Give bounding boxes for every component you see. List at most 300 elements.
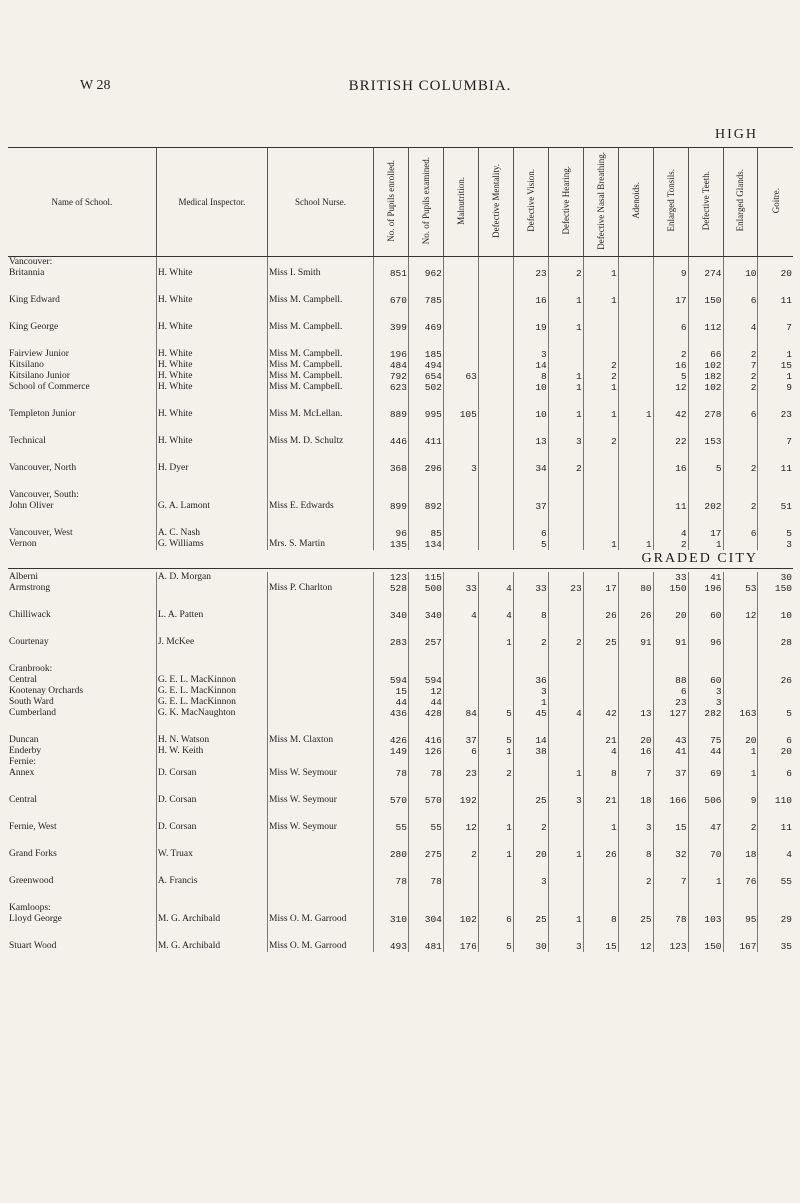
column-header: [373, 148, 408, 257]
table-row: [8, 360, 793, 371]
value-cell: [618, 360, 653, 371]
value-cell: 88: [653, 675, 688, 686]
value-cell: 4: [478, 583, 513, 594]
spacer-cell: [723, 279, 758, 295]
spacer-cell: [373, 833, 408, 849]
spacer-cell: [688, 279, 723, 295]
value-cell: 5: [758, 528, 793, 539]
value-cell: 96: [688, 637, 723, 648]
value-cell: [548, 757, 583, 768]
spacer-cell: [156, 621, 267, 637]
value-cell: [443, 539, 478, 550]
spacer-cell: [758, 594, 793, 610]
school-name: Vancouver, North: [9, 463, 77, 473]
value-cell: [548, 360, 583, 371]
value-cell: 102: [688, 360, 723, 371]
value-cell: 484: [373, 360, 408, 371]
medical-inspector: G. A. Lamont: [156, 501, 267, 512]
spacer-cell: [723, 719, 758, 735]
school-name: Kitsilano: [9, 360, 44, 370]
value-cell: [478, 572, 513, 583]
value-cell: 16: [653, 463, 688, 474]
spacer-cell: [513, 279, 548, 295]
table-row: [8, 746, 793, 757]
spacer-cell: [548, 719, 583, 735]
school-nurse: [268, 257, 374, 268]
spacer-cell: [478, 648, 513, 664]
value-cell: 1: [548, 409, 583, 420]
value-cell: 9: [758, 382, 793, 393]
value-cell: 506: [688, 795, 723, 806]
value-cell: [513, 903, 548, 914]
spacer-cell: [548, 925, 583, 941]
column-header-label: Medical Inspector.: [178, 196, 246, 207]
spacer-cell: [723, 887, 758, 903]
spacer-cell: [373, 474, 408, 490]
spacer-cell: [688, 447, 723, 463]
value-cell: 91: [653, 637, 688, 648]
spacer-cell: [8, 333, 156, 349]
spacer-cell: [688, 594, 723, 610]
spacer-cell: [653, 719, 688, 735]
table-row: [8, 539, 793, 550]
value-cell: 11: [758, 822, 793, 833]
spacer-cell: [156, 860, 267, 876]
spacer-cell: [443, 333, 478, 349]
value-cell: 60: [688, 610, 723, 621]
value-cell: 153: [688, 436, 723, 447]
spacer-cell: [758, 779, 793, 795]
spacer-cell: [156, 719, 267, 735]
value-cell: 176: [443, 941, 478, 952]
value-cell: 2: [723, 501, 758, 512]
value-cell: 6: [723, 295, 758, 306]
value-cell: 8: [513, 610, 548, 621]
value-cell: 167: [723, 941, 758, 952]
value-cell: [618, 501, 653, 512]
value-cell: [478, 349, 513, 360]
value-cell: 310: [373, 914, 408, 925]
column-header: [548, 148, 583, 257]
value-cell: 9: [653, 268, 688, 279]
column-header-label: Defective Teeth.: [700, 170, 711, 231]
spacer-cell: [688, 806, 723, 822]
table-row: [8, 257, 793, 268]
spacer-cell: [758, 648, 793, 664]
school-nurse: [268, 757, 374, 768]
value-cell: [723, 675, 758, 686]
value-cell: [513, 768, 548, 779]
table-row: [8, 436, 793, 447]
spacer-cell: [268, 333, 374, 349]
value-cell: 500: [408, 583, 443, 594]
value-cell: [653, 903, 688, 914]
spacer-cell: [618, 779, 653, 795]
value-cell: 10: [513, 382, 548, 393]
spacer-cell: [478, 420, 513, 436]
spacer-cell: [478, 887, 513, 903]
school-nurse: Miss E. Edwards: [268, 501, 374, 512]
value-cell: [583, 876, 618, 887]
value-cell: 368: [373, 463, 408, 474]
spacer-cell: [513, 860, 548, 876]
value-cell: 1: [723, 768, 758, 779]
value-cell: [373, 664, 408, 675]
value-cell: [478, 528, 513, 539]
spacer-row: [8, 420, 793, 436]
medical-inspector: [156, 583, 267, 594]
school-name: Courtenay: [9, 637, 49, 647]
value-cell: 102: [443, 914, 478, 925]
value-cell: 123: [653, 941, 688, 952]
spacer-cell: [156, 648, 267, 664]
value-cell: 436: [373, 708, 408, 719]
column-header-label: Malnutrition.: [455, 176, 466, 225]
value-cell: 654: [408, 371, 443, 382]
table-row: [8, 768, 793, 779]
school-nurse: [268, 637, 374, 648]
spacer-cell: [513, 594, 548, 610]
value-cell: 25: [513, 914, 548, 925]
spacer-cell: [583, 806, 618, 822]
value-cell: [548, 675, 583, 686]
spacer-cell: [513, 925, 548, 941]
value-cell: 26: [583, 610, 618, 621]
value-cell: 1: [478, 746, 513, 757]
value-cell: [478, 539, 513, 550]
value-cell: [478, 686, 513, 697]
value-cell: 3: [513, 686, 548, 697]
spacer-cell: [653, 279, 688, 295]
school-nurse: Miss P. Charlton: [268, 583, 374, 594]
value-cell: 2: [548, 268, 583, 279]
value-cell: 1: [548, 914, 583, 925]
spacer-cell: [758, 420, 793, 436]
table-row: [8, 708, 793, 719]
spacer-cell: [373, 333, 408, 349]
school-name: Vancouver:: [9, 257, 53, 267]
column-header: [758, 148, 793, 257]
value-cell: 44: [373, 697, 408, 708]
value-cell: 1: [723, 746, 758, 757]
medical-inspector: M. G. Archibald: [156, 914, 267, 925]
spacer-cell: [408, 833, 443, 849]
value-cell: 2: [583, 436, 618, 447]
value-cell: 78: [408, 876, 443, 887]
value-cell: [618, 675, 653, 686]
section-title-graded-city: GRADED CITY: [641, 551, 758, 566]
spacer-cell: [583, 420, 618, 436]
school-nurse: Miss W. Seymour: [268, 795, 374, 806]
value-cell: [408, 257, 443, 268]
school-nurse: Miss M. Campbell.: [268, 382, 374, 393]
spacer-cell: [443, 447, 478, 463]
school-name: South Ward: [9, 697, 54, 707]
spacer-row: [8, 512, 793, 528]
value-cell: [443, 501, 478, 512]
value-cell: [443, 490, 478, 501]
column-header: [478, 148, 513, 257]
value-cell: 2: [723, 822, 758, 833]
value-cell: [513, 490, 548, 501]
school-name: Vernon: [9, 539, 37, 549]
school-nurse: [268, 903, 374, 914]
value-cell: [583, 675, 618, 686]
value-cell: [548, 501, 583, 512]
spacer-cell: [443, 474, 478, 490]
spacer-cell: [548, 474, 583, 490]
value-cell: [478, 795, 513, 806]
medical-inspector: G. E. L. MacKinnon: [156, 675, 267, 686]
spacer-cell: [373, 648, 408, 664]
value-cell: [583, 490, 618, 501]
value-cell: 1: [583, 268, 618, 279]
medical-inspector: H. White: [156, 360, 267, 371]
value-cell: [443, 295, 478, 306]
value-cell: 110: [758, 795, 793, 806]
value-cell: [478, 257, 513, 268]
spacer-cell: [478, 512, 513, 528]
value-cell: [723, 664, 758, 675]
spacer-cell: [758, 393, 793, 409]
school-nurse: [268, 708, 374, 719]
spacer-cell: [408, 474, 443, 490]
value-cell: 18: [723, 849, 758, 860]
spacer-cell: [268, 648, 374, 664]
value-cell: 283: [373, 637, 408, 648]
value-cell: [758, 257, 793, 268]
value-cell: 17: [583, 583, 618, 594]
value-cell: 70: [688, 849, 723, 860]
spacer-cell: [583, 393, 618, 409]
value-cell: [478, 360, 513, 371]
spacer-cell: [268, 594, 374, 610]
value-cell: 8: [618, 849, 653, 860]
value-cell: 102: [688, 382, 723, 393]
spacer-cell: [443, 860, 478, 876]
table-row: [8, 371, 793, 382]
spacer-cell: [268, 833, 374, 849]
spacer-cell: [723, 306, 758, 322]
column-header: [688, 148, 723, 257]
spacer-cell: [513, 393, 548, 409]
high-schools-table: [8, 257, 793, 550]
spacer-cell: [8, 719, 156, 735]
value-cell: 112: [688, 322, 723, 333]
spacer-cell: [548, 648, 583, 664]
value-cell: 26: [583, 849, 618, 860]
value-cell: 1: [618, 539, 653, 550]
spacer-cell: [513, 621, 548, 637]
value-cell: 257: [408, 637, 443, 648]
table-row: [8, 876, 793, 887]
spacer-cell: [268, 279, 374, 295]
value-cell: 493: [373, 941, 408, 952]
value-cell: 1: [758, 349, 793, 360]
spacer-cell: [373, 779, 408, 795]
school-name: Technical: [9, 436, 46, 446]
spacer-cell: [156, 594, 267, 610]
column-header: [268, 148, 374, 257]
value-cell: 3: [548, 795, 583, 806]
value-cell: 2: [548, 637, 583, 648]
value-cell: 37: [443, 735, 478, 746]
value-cell: [583, 463, 618, 474]
spacer-cell: [688, 887, 723, 903]
spacer-cell: [478, 860, 513, 876]
value-cell: [583, 572, 618, 583]
spacer-cell: [408, 279, 443, 295]
value-cell: [548, 490, 583, 501]
value-cell: [688, 490, 723, 501]
school-nurse: Mrs. S. Martin: [268, 539, 374, 550]
value-cell: 340: [373, 610, 408, 621]
table-row: [8, 757, 793, 768]
value-cell: 38: [513, 746, 548, 757]
column-header-label: Defective Mentality.: [490, 163, 501, 238]
value-cell: 1: [618, 409, 653, 420]
value-cell: 75: [688, 735, 723, 746]
medical-inspector: H. White: [156, 349, 267, 360]
spacer-cell: [548, 621, 583, 637]
table-row: [8, 322, 793, 333]
value-cell: 192: [443, 795, 478, 806]
spacer-cell: [478, 719, 513, 735]
value-cell: [443, 876, 478, 887]
column-header-label: Enlarged Glands.: [735, 169, 746, 232]
spacer-cell: [548, 779, 583, 795]
value-cell: 785: [408, 295, 443, 306]
column-header-label: Adenoids.: [630, 182, 641, 219]
value-cell: 34: [513, 463, 548, 474]
spacer-cell: [758, 306, 793, 322]
spacer-cell: [723, 393, 758, 409]
value-cell: 4: [723, 322, 758, 333]
value-cell: [548, 876, 583, 887]
value-cell: 150: [688, 295, 723, 306]
value-cell: 12: [408, 686, 443, 697]
value-cell: [513, 572, 548, 583]
value-cell: 12: [443, 822, 478, 833]
value-cell: [373, 490, 408, 501]
value-cell: 528: [373, 583, 408, 594]
value-cell: 274: [688, 268, 723, 279]
medical-inspector: A. D. Morgan: [156, 572, 267, 583]
value-cell: [478, 436, 513, 447]
value-cell: [478, 876, 513, 887]
value-cell: [583, 528, 618, 539]
spacer-cell: [443, 648, 478, 664]
table-row: [8, 583, 793, 594]
value-cell: 5: [688, 463, 723, 474]
value-cell: 23: [758, 409, 793, 420]
value-cell: [548, 735, 583, 746]
spacer-cell: [373, 860, 408, 876]
value-cell: 91: [618, 637, 653, 648]
value-cell: [618, 686, 653, 697]
table-row: [8, 941, 793, 952]
table-row: [8, 463, 793, 474]
value-cell: 3: [513, 349, 548, 360]
medical-inspector: H. White: [156, 436, 267, 447]
value-cell: [548, 746, 583, 757]
spacer-cell: [8, 393, 156, 409]
value-cell: 892: [408, 501, 443, 512]
spacer-cell: [618, 648, 653, 664]
spacer-cell: [513, 779, 548, 795]
value-cell: [618, 757, 653, 768]
spacer-cell: [618, 806, 653, 822]
medical-inspector: G. E. L. MacKinnon: [156, 697, 267, 708]
column-header-label: Defective Nasal Breathing.: [595, 151, 606, 250]
value-cell: 8: [583, 768, 618, 779]
value-cell: 280: [373, 849, 408, 860]
value-cell: 37: [653, 768, 688, 779]
value-cell: [443, 572, 478, 583]
value-cell: 7: [758, 436, 793, 447]
graded-city-table: [8, 572, 793, 952]
column-header: [618, 148, 653, 257]
value-cell: 6: [758, 735, 793, 746]
value-cell: 25: [583, 637, 618, 648]
value-cell: 3: [513, 876, 548, 887]
value-cell: 2: [513, 822, 548, 833]
value-cell: 105: [443, 409, 478, 420]
spacer-cell: [8, 806, 156, 822]
value-cell: 20: [618, 735, 653, 746]
value-cell: [548, 528, 583, 539]
value-cell: 33: [513, 583, 548, 594]
value-cell: 12: [618, 941, 653, 952]
spacer-cell: [618, 860, 653, 876]
spacer-cell: [443, 594, 478, 610]
school-name: Vancouver, West: [9, 528, 73, 538]
spacer-cell: [373, 420, 408, 436]
spacer-cell: [758, 719, 793, 735]
value-cell: 411: [408, 436, 443, 447]
value-cell: [443, 637, 478, 648]
value-cell: [478, 903, 513, 914]
spacer-cell: [8, 279, 156, 295]
value-cell: [583, 501, 618, 512]
table-row: [8, 822, 793, 833]
spacer-cell: [513, 447, 548, 463]
spacer-row: [8, 474, 793, 490]
value-cell: 2: [653, 349, 688, 360]
value-cell: [618, 903, 653, 914]
value-cell: [583, 757, 618, 768]
spacer-cell: [618, 719, 653, 735]
spacer-cell: [758, 333, 793, 349]
value-cell: 1: [583, 409, 618, 420]
value-cell: 44: [408, 697, 443, 708]
spacer-cell: [618, 474, 653, 490]
spacer-cell: [443, 420, 478, 436]
value-cell: [653, 757, 688, 768]
medical-inspector: H. White: [156, 322, 267, 333]
value-cell: 2: [583, 360, 618, 371]
value-cell: [443, 664, 478, 675]
value-cell: [443, 757, 478, 768]
table-row: [8, 295, 793, 306]
spacer-cell: [478, 833, 513, 849]
value-cell: [478, 664, 513, 675]
medical-inspector: H. White: [156, 268, 267, 279]
value-cell: [373, 757, 408, 768]
spacer-cell: [758, 512, 793, 528]
header-row: [8, 148, 793, 257]
value-cell: 15: [653, 822, 688, 833]
